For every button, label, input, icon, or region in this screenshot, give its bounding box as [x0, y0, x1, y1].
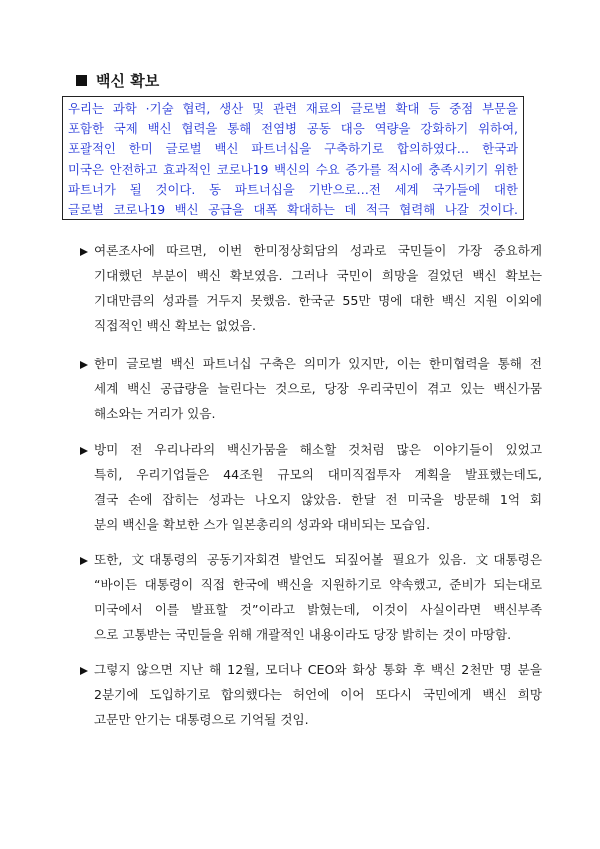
bullet-line: 해소와는 거리가 있음. [94, 406, 216, 421]
arrow-bullet-icon [80, 361, 88, 369]
bullet-text [94, 547, 542, 647]
bullet-line: 결국 손에 잡히는 성과는 나오지 않았음. 한달 전 미국을 방문해 1억 회 [94, 492, 542, 507]
section-heading [76, 70, 159, 91]
bullet-line: 기대했던 부분이 백신 확보였음. 그러나 국민이 희망을 걸었던 백신 확보는 [94, 268, 542, 283]
bullet-line: 방미 전 우리나라의 백신가뭄을 해소할 것처럼 많은 이야기들이 있었고 [94, 442, 542, 457]
quote-line: 글로벌 코로나19 백신 공급을 대폭 확대하는 데 적극 협력해 나갈 것이다. [68, 202, 518, 218]
arrow-bullet-icon [80, 248, 88, 256]
bullet-line: 특히, 우리기업들은 44조원 규모의 대미직접투자 계획을 발표했는데도, [94, 467, 542, 482]
bullet-line: 한미 글로벌 백신 파트너십 구축은 의미가 있지만, 이는 한미협력을 통해 전 [94, 356, 542, 371]
bullet-line: 으로 고통받는 국민들을 위해 개괄적인 내용이라도 당장 밝히는 것이 마땅함. [94, 627, 512, 642]
bullet-text [94, 238, 542, 338]
bullet-line: 미국에서 이를 발표할 것”이라고 밝혔는데, 이것이 사실이라면 백신부족 [94, 602, 542, 617]
arrow-bullet-icon [80, 667, 88, 675]
bullet-line: “바이든 대통령이 직접 한국에 백신을 지원하기로 약속했고, 준비가 되는대로 [94, 577, 542, 592]
quote-line: 우리는 과학 ·기술 협력, 생산 및 관련 재료의 글로벌 확대 등 중점 부문을 [68, 101, 518, 116]
bullet-text [94, 657, 542, 732]
quote-line: 미국은 안전하고 효과적인 코로나19 백신의 수요 증가를 적시에 충족시키기 위한 [68, 161, 518, 177]
arrow-bullet-icon [80, 557, 88, 565]
quoted-statement-box [62, 96, 524, 220]
quote-line: 포함한 국제 백신 협력을 통해 전염병 공동 대응 역량을 강화하기 위하여, [68, 121, 518, 137]
bullet-line: 직접적인 백신 확보는 없었음. [94, 318, 256, 333]
quote-line: 파트너가 될 것이다. 동 파트너십을 기반으로…전 세계 국가들에 대한 [68, 181, 518, 197]
bullet-line: 또한, 文대통령의 공동기자회견 발언도 되짚어볼 필요가 있음. 文대통령은 [94, 552, 542, 567]
bullet-line: 여론조사에 따르면, 이번 한미정상회담의 성과로 국민들이 가장 중요하게 [94, 243, 542, 258]
bullet-text [94, 437, 542, 537]
bullet-line: 그렇지 않으면 지난 해 12월, 모더나 CEO와 화상 통화 후 백신 2천만 명 분을 [94, 662, 542, 677]
square-bullet-icon [76, 75, 87, 86]
bullet-line: 기대만큼의 성과를 거두지 못했음. 한국군 55만 명에 대한 백신 지원 이외에 [94, 293, 542, 308]
quote-line: 포괄적인 한미 글로벌 백신 파트너십을 구축하기로 합의하였다… 한국과 [68, 141, 518, 157]
arrow-bullet-icon [80, 447, 88, 455]
bullet-text [94, 351, 542, 426]
bullet-line: 분의 백신을 확보한 스가 일본총리의 성과와 대비되는 모습임. [94, 517, 431, 532]
bullet-line: 2분기에 도입하기로 합의했다는 허언에 이어 또다시 국민에게 백신 희망 [94, 687, 542, 702]
section-title-text: 백신 확보 [96, 72, 160, 90]
bullet-line: 고문만 안기는 대통령으로 기억될 것임. [94, 712, 309, 727]
bullet-line: 세계 백신 공급량을 늘린다는 것으로, 당장 우리국민이 겪고 있는 백신가뭄 [94, 381, 542, 396]
